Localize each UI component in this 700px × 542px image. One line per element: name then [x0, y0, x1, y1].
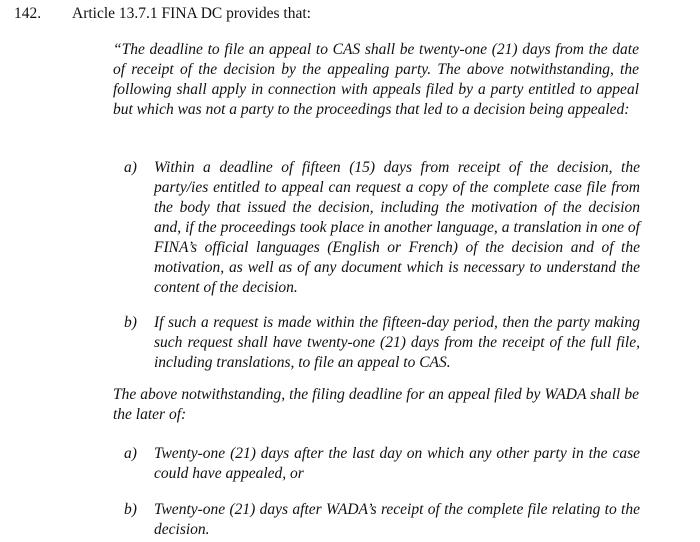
list-item-letter: b) [124, 314, 137, 331]
list-item-a [124, 158, 640, 298]
paragraph-number: 142. [14, 5, 42, 22]
quote-intro: “The deadline to file an appeal to CAS shall be twenty-one (21) days from the date of receipt of the decision by the appealing party. The above notwithstanding, the following shall apply in connection with appeals filed by a party entitled to appeal but which was not a party to the proceedings that led to a decision being appealed: [113, 41, 639, 118]
list-item-text: Twenty-one (21) days after WADA’s receipt of the complete file relating to the decision. [154, 501, 640, 538]
list-item-text: If such a request is made within the fifteen-day period, then the party making such request shall have twenty-one (21) days from the receipt of the full file, including translations, to file an appeal to CAS. [154, 314, 640, 371]
list-item-letter: a) [124, 445, 137, 462]
paragraph-heading: Article 13.7.1 FINA DC provides that: [72, 5, 311, 22]
list-item-letter: a) [124, 159, 137, 176]
list-item-text: Twenty-one (21) days after the last day on which any other party in the case could have appealed, or [154, 445, 640, 482]
quote-middle: The above notwithstanding, the filing deadline for an appeal filed by WADA shall be the later of: [113, 386, 639, 423]
list-item-text: Within a deadline of fifteen (15) days from receipt of the decision, the party/ies entitled to appeal can request a copy of the complete case file from the body that issued the decision, including the motivation of the decision and, if the proceedings took place in another language, a translation in one of FINA’s official languages (English or French) of the decision and of the motivation, as well as of any document which is necessary to understand the content of the decision. [154, 159, 640, 296]
list-item-b [124, 313, 640, 373]
list-item-a [124, 444, 640, 484]
list-item-b [124, 500, 640, 540]
list-item-letter: b) [124, 501, 137, 518]
